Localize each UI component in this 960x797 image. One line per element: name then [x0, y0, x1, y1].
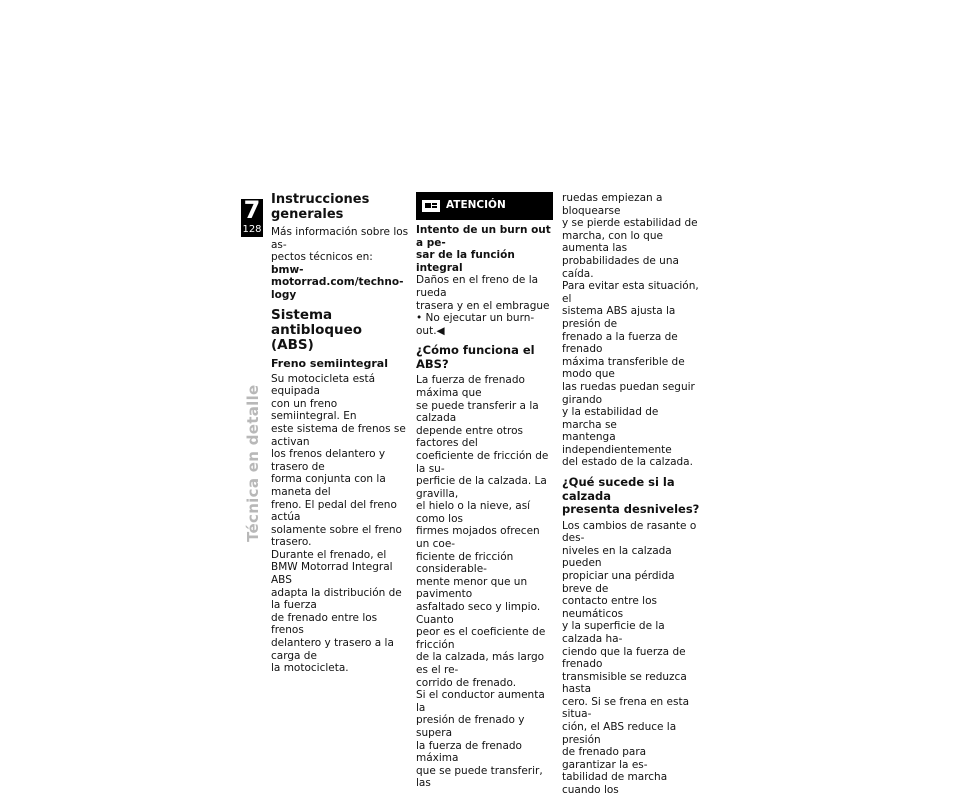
column-2 [416, 192, 553, 790]
warning-bullet: • No ejecutar un burn-out.◀ [416, 312, 535, 337]
warning-title-line: sar de la función integral [416, 249, 515, 274]
chapter-title: Técnica en detalle [244, 384, 262, 542]
heading-uneven-road-line: presenta desniveles? [562, 502, 700, 517]
warning-icon [422, 200, 440, 212]
text-line: niveles en la calzada pueden [562, 544, 672, 570]
body-text [562, 192, 700, 469]
text-line: mantenga independientemente [562, 431, 672, 456]
warning-text-line: Daños en el freno de la rueda [416, 274, 539, 299]
website-link[interactable]: bmw-motorrad.com/techno- [271, 263, 404, 289]
heading-abs [271, 308, 409, 353]
text-line: presión de frenado y supera [416, 714, 525, 739]
warning-title-line: Intento de un burn out a pe- [416, 224, 551, 249]
text-line: la fuerza de frenado máxima [416, 739, 522, 765]
warning-text-line: trasera y en el embrague [416, 299, 550, 312]
text-line: Su motocicleta está equipada [271, 372, 376, 398]
text-line: ciendo que la fuerza de frenado [562, 645, 686, 671]
text-line: las ruedas puedan seguir girando [562, 380, 695, 406]
text-line: del estado de la calzada. [562, 456, 693, 469]
text-line: freno. El pedal del freno actúa [271, 498, 397, 524]
text-line: delantero y trasero a la carga de [271, 637, 394, 662]
text-line: máxima transferible de modo que [562, 355, 685, 381]
text-line: contacto entre los neumáticos [562, 595, 657, 620]
heading-abs-line: Sistema antibloqueo [271, 306, 363, 338]
text-line: forma conjunta con la maneta del [271, 473, 386, 498]
text-line: Para evitar esta situación, el [562, 280, 699, 305]
text-line: de la calzada, más largo es el re- [416, 651, 545, 676]
text-line: cero. Si se frena en esta situa- [562, 695, 690, 721]
heading-general-instructions: Instrucciones generales [271, 192, 370, 222]
intro-line: Más información sobre los as- [271, 226, 409, 251]
text-line: ruedas empiezan a bloquearse [562, 192, 663, 217]
text-line: asfaltado seco y limpio. Cuanto [416, 601, 541, 626]
text-line: y se pierde estabilidad de [562, 217, 698, 230]
text-line: firmes mojados ofrecen un coe- [416, 525, 540, 551]
text-line: ficiente de fricción considerable- [416, 550, 514, 576]
text-line: Si el conductor aumenta la [416, 689, 545, 714]
heading-uneven-road-line: ¿Qué sucede si la calzada [562, 475, 675, 503]
text-line: la motocicleta. [271, 662, 349, 675]
heading-how-abs-works: ¿Cómo funciona el ABS? [416, 343, 535, 371]
heading-uneven-road [562, 476, 700, 517]
text-line: frenado a la fuerza de frenado [562, 330, 678, 356]
column-1 [271, 192, 409, 675]
text-line: Los cambios de rasante o des- [562, 519, 697, 545]
chapter-side-title [244, 384, 264, 542]
text-line: y la superficie de la calzada ha- [562, 620, 665, 645]
heading-semi-integral-brake: Freno semiintegral [271, 356, 388, 370]
text-line: probabilidades de una caída. [562, 254, 679, 280]
text-line: corrido de frenado. [416, 676, 517, 689]
page-number: 128 [242, 224, 262, 235]
text-line: solamente sobre el freno trasero. [271, 523, 402, 549]
warning-label: ATENCIÓN [446, 199, 506, 211]
warning-banner [416, 192, 553, 220]
text-line: se puede transferir a la calzada [416, 399, 539, 425]
text-line: perficie de la calzada. La gravilla, [416, 475, 547, 500]
text-line: La fuerza de frenado máxima que [416, 374, 525, 399]
text-line: que se puede transferir, las [416, 764, 543, 790]
text-line: adapta la distribución de la fuerza [271, 586, 402, 612]
text-line: peor es el coeficiente de fricción [416, 626, 546, 651]
text-line: Durante el frenado, el [271, 548, 387, 561]
text-line: coeficiente de fricción de la su- [416, 449, 549, 475]
text-line: sistema ABS ajusta la presión de [562, 305, 676, 330]
text-line: tabilidad de marcha cuando los [562, 771, 668, 797]
text-line: BMW Motorrad Integral ABS [271, 561, 393, 587]
text-line: este sistema de frenos se activan [271, 422, 406, 448]
intro-line: pectos técnicos en: [271, 251, 373, 264]
text-line: depende entre otros factores del [416, 424, 524, 450]
body-text [271, 373, 409, 675]
chapter-number: 7 [243, 196, 261, 224]
text-line: con un freno semiintegral. En [271, 397, 357, 423]
body-text [562, 520, 700, 797]
column-3 [562, 192, 700, 797]
text-line: mente menor que un pavimento [416, 575, 528, 601]
text-line: y la estabilidad de marcha se [562, 406, 659, 431]
text-line: transmisible se reduzca hasta [562, 670, 687, 696]
text-line: los frenos delantero y trasero de [271, 448, 386, 473]
text-line: propiciar una pérdida breve de [562, 569, 675, 595]
chapter-tab [241, 196, 263, 237]
text-line: de frenado entre los frenos [271, 611, 378, 637]
text-line: ción, el ABS reduce la presión [562, 721, 677, 746]
text-line: marcha, con lo que aumenta las [562, 229, 663, 255]
body-text [416, 374, 553, 790]
text-line: de frenado para garantizar la es- [562, 746, 648, 771]
website-link[interactable]: logy [271, 288, 297, 301]
text-line: el hielo o la nieve, así como los [416, 500, 531, 525]
heading-abs-line: (ABS) [271, 336, 314, 353]
